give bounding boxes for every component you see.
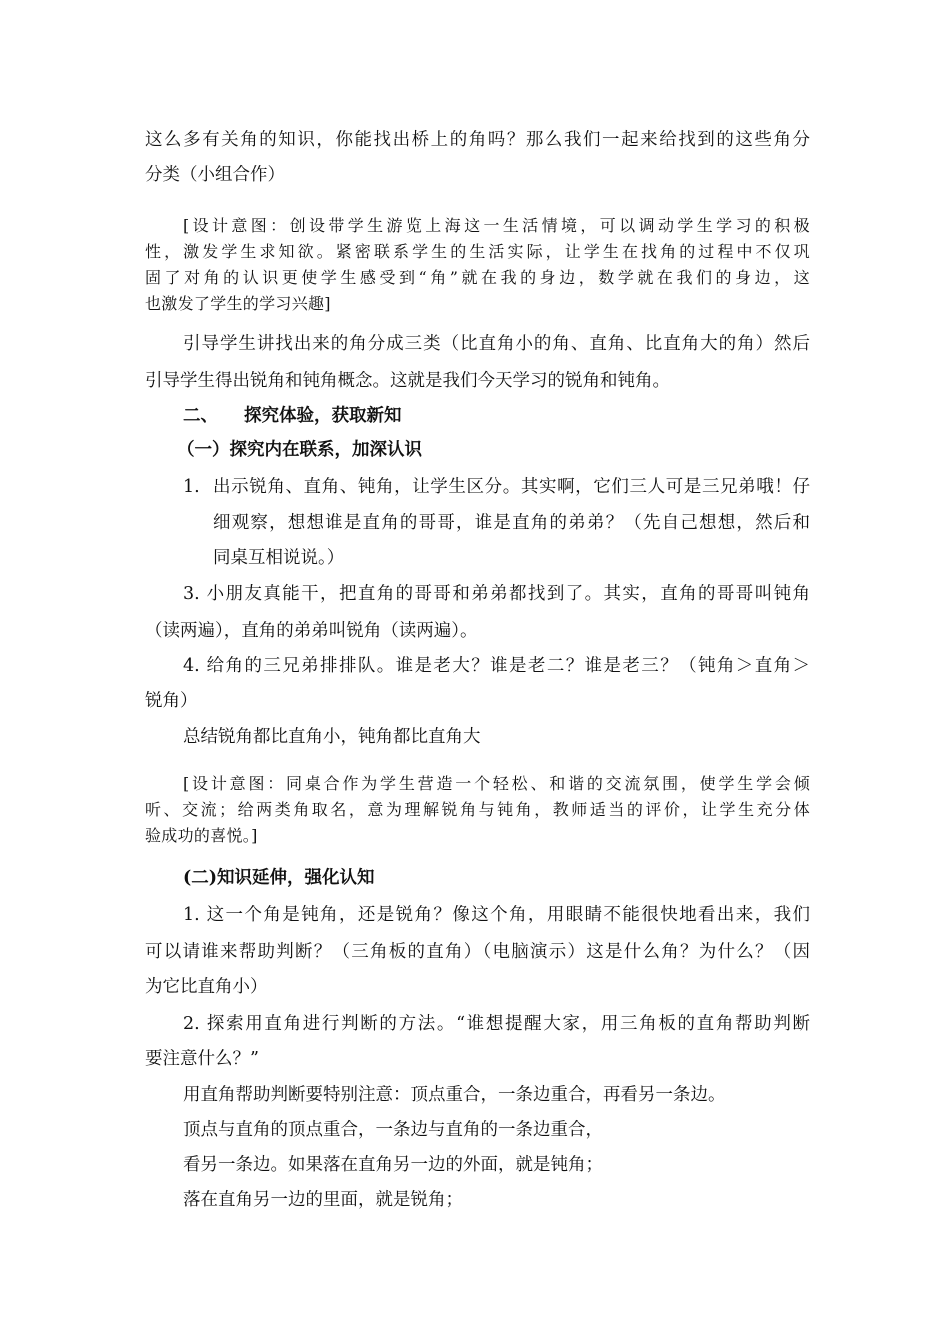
design-note-line: [设计意图：创设带学生游览上海这一生活情境，可以调动学生学习的积极 bbox=[183, 216, 810, 235]
paragraph-line: 要注意什么？” bbox=[145, 1049, 259, 1069]
paragraph-line: 顶点与直角的顶点重合，一条边与直角的一条边重合， bbox=[183, 1120, 603, 1140]
paragraph-line: 分类（小组合作） bbox=[145, 165, 285, 185]
design-note-line: 听、交流；给两类角取名，意为理解锐角与钝角，教师适当的评价，让学生充分体 bbox=[145, 800, 810, 819]
paragraph-line: 2. 探索用直角进行判断的方法。“谁想提醒大家，用三角板的直角帮助判断 bbox=[183, 1014, 810, 1034]
list-item-line: 锐角） bbox=[145, 691, 198, 711]
paragraph-line: 看另一条边。如果落在直角另一边的外面，就是钝角； bbox=[183, 1155, 603, 1175]
paragraph-line: 1. 这一个角是钝角，还是锐角？像这个角，用眼睛不能很快地看出来，我们 bbox=[183, 905, 810, 925]
list-item-line: （读两遍），直角的弟弟叫锐角（读两遍）。 bbox=[145, 621, 478, 641]
paragraph-line: 用直角帮助判断要特别注意：顶点重合，一条边重合，再看另一条边。 bbox=[183, 1085, 726, 1105]
paragraph-line: 引导学生得出锐角和钝角概念。这就是我们今天学习的锐角和钝角。 bbox=[145, 371, 670, 391]
section-heading-number: 二、 bbox=[183, 406, 218, 426]
section-heading: 探究体验，获取新知 bbox=[244, 406, 402, 426]
design-note-line: 固了对角的认识更使学生感受到“角”就在我的身边，数学就在我们的身边，这 bbox=[145, 268, 810, 287]
list-item-line: 3. 小朋友真能干，把直角的哥哥和弟弟都找到了。其实，直角的哥哥叫钝角 bbox=[183, 584, 810, 604]
paragraph-line: 可以请谁来帮助判断？（三角板的直角）（电脑演示）这是什么角？为什么？（因 bbox=[145, 942, 810, 962]
design-note-line: 验成功的喜悦。] bbox=[145, 826, 258, 845]
design-note-line: 也激发了学生的学习兴趣] bbox=[145, 294, 331, 313]
subsection-heading: (二)知识延伸，强化认知 bbox=[183, 868, 375, 888]
summary-line: 总结锐角都比直角小，钝角都比直角大 bbox=[183, 727, 481, 747]
design-note-line: 性，激发学生求知欲。紧密联系学生的生活实际，让学生在找角的过程中不仅巩 bbox=[145, 242, 810, 261]
subsection-heading: （一）探究内在联系，加深认识 bbox=[177, 440, 422, 460]
paragraph-line: 这么多有关角的知识，你能找出桥上的角吗？那么我们一起来给找到的这些角分 bbox=[145, 130, 810, 150]
paragraph-line: 为它比直角小） bbox=[145, 977, 268, 997]
design-note-line: [设计意图：同桌合作为学生营造一个轻松、和谐的交流氛围，使学生学会倾 bbox=[183, 774, 810, 793]
paragraph-line: 落在直角另一边的里面，就是锐角； bbox=[183, 1190, 463, 1210]
list-item-line: 4. 给角的三兄弟排排队。谁是老大？谁是老二？谁是老三？（钝角＞直角＞ bbox=[183, 656, 810, 676]
paragraph-line: 引导学生讲找出来的角分成三类（比直角小的角、直角、比直角大的角）然后 bbox=[183, 334, 810, 354]
list-item-line: 出示锐角、直角、钝角，让学生区分。其实啊，它们三人可是三兄弟哦！仔 bbox=[213, 477, 810, 497]
list-number: 1. bbox=[183, 477, 200, 497]
list-item-line: 同桌互相说说。） bbox=[213, 548, 345, 568]
list-item-line: 细观察，想想谁是直角的哥哥，谁是直角的弟弟？（先自己想想，然后和 bbox=[213, 513, 810, 533]
